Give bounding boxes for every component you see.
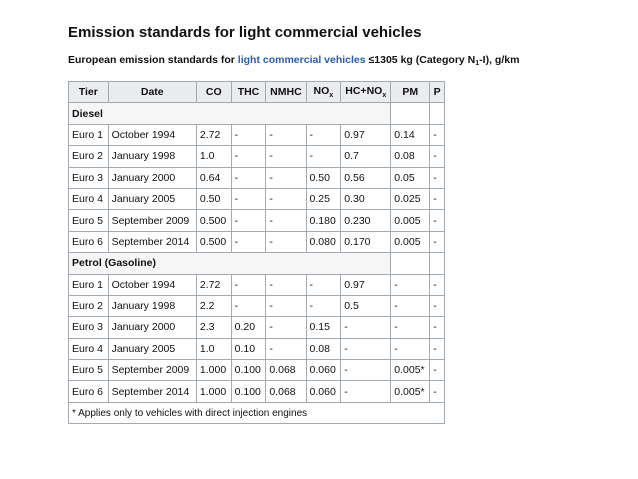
column-header-label: NMHC bbox=[270, 86, 302, 99]
table-row bbox=[69, 231, 445, 252]
table-cell: - bbox=[391, 317, 430, 338]
table-cell: 0.060 bbox=[306, 360, 341, 381]
table-cell: 0.08 bbox=[306, 338, 341, 359]
column-header bbox=[306, 82, 341, 103]
table-cell: Euro 1 bbox=[69, 274, 109, 295]
table-cell: 2.72 bbox=[196, 274, 231, 295]
table-cell: - bbox=[231, 167, 266, 188]
table-row bbox=[69, 124, 445, 145]
table-cell: 0.50 bbox=[196, 188, 231, 209]
table-cell: - bbox=[341, 338, 391, 359]
column-header-label: Tier bbox=[78, 86, 98, 99]
table-row bbox=[69, 146, 445, 167]
header-row bbox=[69, 82, 445, 103]
column-header bbox=[69, 82, 109, 103]
table-cell: Euro 6 bbox=[69, 231, 109, 252]
table-cell: - bbox=[430, 317, 445, 338]
table-cell: 0.080 bbox=[306, 231, 341, 252]
table-cell: - bbox=[266, 231, 306, 252]
table-cell: - bbox=[266, 338, 306, 359]
table-cell: - bbox=[266, 295, 306, 316]
column-header-label: THC bbox=[237, 86, 260, 99]
table-cell: 2.2 bbox=[196, 295, 231, 316]
table-body bbox=[69, 103, 445, 424]
light-commercial-vehicles-link[interactable]: light commercial vehicles bbox=[237, 54, 366, 66]
table-cell: 1.000 bbox=[196, 381, 231, 402]
table-row bbox=[69, 360, 445, 381]
table-row bbox=[69, 167, 445, 188]
table-cell: January 2000 bbox=[108, 317, 196, 338]
table-cell: 0.15 bbox=[306, 317, 341, 338]
table-cell: 2.72 bbox=[196, 124, 231, 145]
column-header bbox=[266, 82, 306, 103]
table-cell: - bbox=[231, 188, 266, 209]
empty-cell bbox=[430, 253, 445, 274]
table-caption bbox=[68, 54, 519, 67]
column-header-label: PM bbox=[402, 86, 419, 99]
column-header-subscript: x bbox=[329, 92, 334, 100]
table-cell: 0.005 bbox=[391, 210, 430, 231]
table-cell: 0.30 bbox=[341, 188, 391, 209]
emission-standards-table bbox=[68, 81, 445, 424]
table-cell: - bbox=[306, 146, 341, 167]
table-cell: September 2009 bbox=[108, 360, 196, 381]
column-header-label: CO bbox=[205, 86, 222, 99]
empty-cell bbox=[391, 253, 430, 274]
table-cell: 1.0 bbox=[196, 338, 231, 359]
table-cell: Euro 5 bbox=[69, 210, 109, 231]
table-cell: - bbox=[306, 295, 341, 316]
table-cell: - bbox=[430, 210, 445, 231]
table-cell: - bbox=[341, 317, 391, 338]
column-header-label: NO bbox=[313, 85, 330, 98]
table-cell: - bbox=[430, 295, 445, 316]
table-cell: October 1994 bbox=[108, 274, 196, 295]
table-cell: - bbox=[430, 146, 445, 167]
table-cell: 0.005* bbox=[391, 360, 430, 381]
table-cell: 0.10 bbox=[231, 338, 266, 359]
table-cell: - bbox=[341, 360, 391, 381]
table-cell: - bbox=[430, 167, 445, 188]
table-cell: 0.97 bbox=[341, 274, 391, 295]
table-cell: - bbox=[266, 167, 306, 188]
table-cell: - bbox=[266, 188, 306, 209]
column-header bbox=[231, 82, 266, 103]
caption-suffix: ≤1305 kg (Category N bbox=[365, 54, 476, 66]
table-cell: Euro 2 bbox=[69, 295, 109, 316]
table-cell: September 2014 bbox=[108, 381, 196, 402]
empty-cell bbox=[391, 103, 430, 124]
table-cell: - bbox=[231, 124, 266, 145]
caption-prefix: European emission standards for bbox=[68, 54, 238, 66]
table-cell: January 2000 bbox=[108, 167, 196, 188]
table-cell: - bbox=[341, 381, 391, 402]
table-cell: 0.230 bbox=[341, 210, 391, 231]
table-cell: Euro 3 bbox=[69, 167, 109, 188]
table-cell: 0.005* bbox=[391, 381, 430, 402]
table-cell: 0.180 bbox=[306, 210, 341, 231]
table-cell: 0.20 bbox=[231, 317, 266, 338]
table-cell: 0.56 bbox=[341, 167, 391, 188]
table-cell: Euro 3 bbox=[69, 317, 109, 338]
table-cell: - bbox=[266, 274, 306, 295]
table-cell: - bbox=[430, 124, 445, 145]
table-cell: - bbox=[231, 210, 266, 231]
column-header-subscript: x bbox=[382, 92, 387, 100]
table-cell: - bbox=[391, 274, 430, 295]
table-cell: - bbox=[231, 295, 266, 316]
table-row bbox=[69, 188, 445, 209]
table-cell: 0.97 bbox=[341, 124, 391, 145]
table-cell: - bbox=[266, 124, 306, 145]
table-cell: 0.14 bbox=[391, 124, 430, 145]
table-cell: October 1994 bbox=[108, 124, 196, 145]
table-cell: 0.068 bbox=[266, 360, 306, 381]
table-cell: 0.08 bbox=[391, 146, 430, 167]
table-cell: January 1998 bbox=[108, 146, 196, 167]
table-cell: 0.500 bbox=[196, 210, 231, 231]
caption-subscript: 1 bbox=[475, 60, 480, 67]
table-cell: Euro 2 bbox=[69, 146, 109, 167]
table-cell: 0.05 bbox=[391, 167, 430, 188]
table-cell: - bbox=[231, 274, 266, 295]
group-label: Petrol (Gasoline) bbox=[69, 253, 391, 274]
table-cell: - bbox=[231, 146, 266, 167]
table-cell: 0.25 bbox=[306, 188, 341, 209]
table-cell: Euro 1 bbox=[69, 124, 109, 145]
table-cell: - bbox=[391, 295, 430, 316]
column-header-label: P bbox=[433, 86, 441, 99]
table-cell: 0.5 bbox=[341, 295, 391, 316]
table-cell: 0.060 bbox=[306, 381, 341, 402]
table-cell: - bbox=[306, 274, 341, 295]
table-cell: - bbox=[266, 317, 306, 338]
table-cell: September 2014 bbox=[108, 231, 196, 252]
group-row bbox=[69, 103, 445, 124]
table-cell: - bbox=[430, 188, 445, 209]
table-cell: - bbox=[430, 338, 445, 359]
column-header-label: HC+NO bbox=[345, 85, 383, 98]
table-row bbox=[69, 317, 445, 338]
table-cell: 0.005 bbox=[391, 231, 430, 252]
table-cell: Euro 5 bbox=[69, 360, 109, 381]
column-header-label: Date bbox=[140, 86, 164, 99]
table-cell: - bbox=[430, 231, 445, 252]
table-cell: January 1998 bbox=[108, 295, 196, 316]
table-cell: 0.025 bbox=[391, 188, 430, 209]
footnote: * Applies only to vehicles with direct injection engines bbox=[69, 402, 445, 423]
table-cell: - bbox=[430, 381, 445, 402]
table-cell: Euro 4 bbox=[69, 338, 109, 359]
table-cell: - bbox=[430, 360, 445, 381]
empty-cell bbox=[430, 103, 445, 124]
table-cell: - bbox=[266, 146, 306, 167]
footnote-row bbox=[69, 402, 445, 423]
table-row bbox=[69, 295, 445, 316]
group-label: Diesel bbox=[69, 103, 391, 124]
table-cell: 1.0 bbox=[196, 146, 231, 167]
table-cell: 0.100 bbox=[231, 360, 266, 381]
table-cell: 1.000 bbox=[196, 360, 231, 381]
table-cell: 0.068 bbox=[266, 381, 306, 402]
table-cell: 0.100 bbox=[231, 381, 266, 402]
table-cell: January 2005 bbox=[108, 338, 196, 359]
table-row bbox=[69, 381, 445, 402]
page-title: Emission standards for light commercial vehicles bbox=[68, 24, 422, 41]
group-row bbox=[69, 253, 445, 274]
table-cell: 0.500 bbox=[196, 231, 231, 252]
table-cell: 0.64 bbox=[196, 167, 231, 188]
table-cell: 2.3 bbox=[196, 317, 231, 338]
table-cell: 0.170 bbox=[341, 231, 391, 252]
table-cell: - bbox=[266, 210, 306, 231]
table-cell: - bbox=[231, 231, 266, 252]
table-cell: January 2005 bbox=[108, 188, 196, 209]
column-header bbox=[430, 82, 445, 103]
table-cell: Euro 6 bbox=[69, 381, 109, 402]
column-header bbox=[391, 82, 430, 103]
table-cell: 0.7 bbox=[341, 146, 391, 167]
table-row bbox=[69, 210, 445, 231]
column-header bbox=[341, 82, 391, 103]
table-cell: - bbox=[306, 124, 341, 145]
table-cell: 0.50 bbox=[306, 167, 341, 188]
table-cell: September 2009 bbox=[108, 210, 196, 231]
table-row bbox=[69, 274, 445, 295]
caption-units: -I), g/km bbox=[479, 54, 520, 66]
table-cell: - bbox=[391, 338, 430, 359]
table-cell: Euro 4 bbox=[69, 188, 109, 209]
table-cell: - bbox=[430, 274, 445, 295]
column-header bbox=[108, 82, 196, 103]
table-row bbox=[69, 338, 445, 359]
column-header bbox=[196, 82, 231, 103]
